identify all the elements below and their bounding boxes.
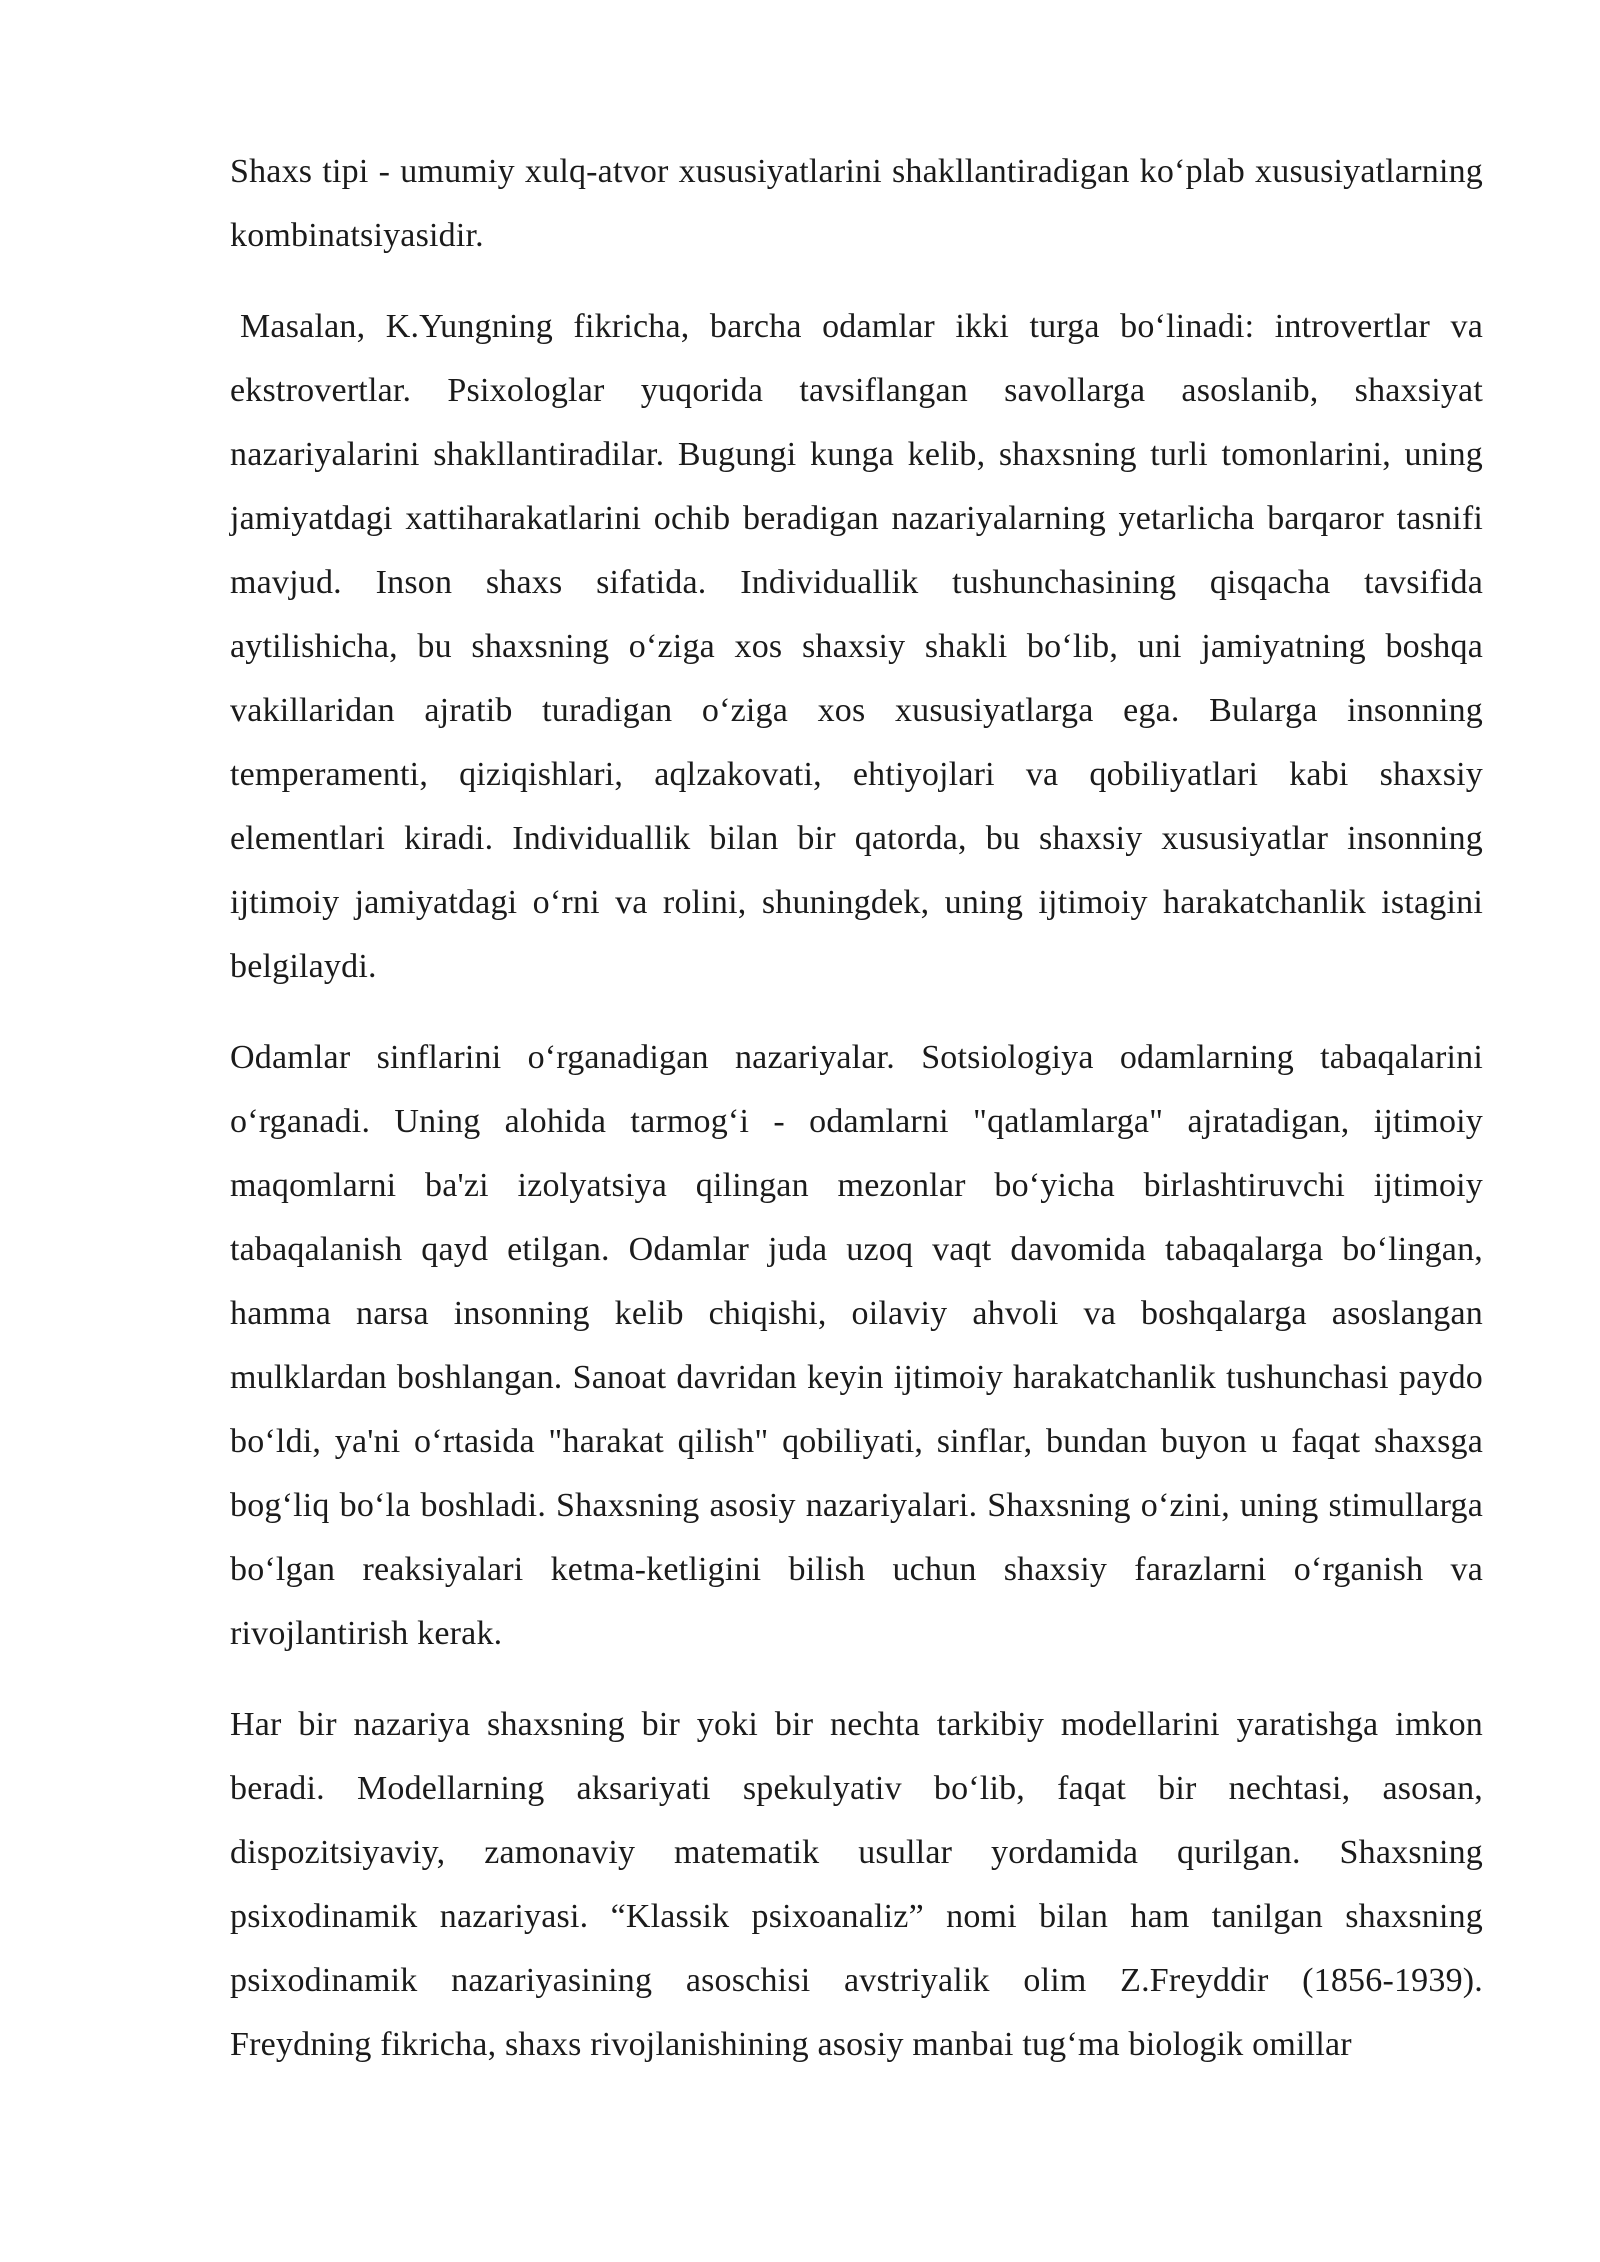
document-text-block (230, 140, 1483, 2077)
paragraph: Masalan, K.Yungning fikricha, barcha odamlar ikki turga bo‘linadi: introvertlar va ekstrovertlar. Psixologlar yuqorida tavsiflangan savollarga asoslanib, shaxsiyat nazariyalarini shakllantiradilar. Bugungi kunga kelib, shaxsning turli tomonlarini, uning jamiyatdagi xattiharakatlarini ochib beradigan nazariyalarning yetarlicha barqaror tasnifi mavjud. Inson shaxs sifatida. Individuallik tushunchasining qisqacha tavsifida aytilishicha, bu shaxsning o‘ziga xos shaxsiy shakli bo‘lib, uni jamiyatning boshqa vakillaridan ajratib turadigan o‘ziga xos xususiyatlarga ega. Bularga insonning temperamenti, qiziqishlari, aqlzakovati, ehtiyojlari va qobiliyatlari kabi shaxsiy elementlari kiradi. Individuallik bilan bir qatorda, bu shaxsiy xususiyatlar insonning ijtimoiy jamiyatdagi o‘rni va rolini, shuningdek, uning ijtimoiy harakatchanlik istagini belgilaydi. (230, 308, 1483, 985)
paragraph: Odamlar sinflarini o‘rganadigan nazariyalar. Sotsiologiya odamlarning tabaqalarini o‘rganadi. Uning alohida tarmog‘i - odamlarni "qatlamlarga" ajratadigan, ijtimoiy maqomlarni ba'zi izolyatsiya qilingan mezonlar bo‘yicha birlashtiruvchi ijtimoiy tabaqalanish qayd etilgan. Odamlar juda uzoq vaqt davomida tabaqalarga bo‘lingan, hamma narsa insonning kelib chiqishi, oilaviy ahvoli va boshqalarga asoslangan mulklardan boshlangan. Sanoat davridan keyin ijtimoiy harakatchanlik tushunchasi paydo bo‘ldi, ya'ni o‘rtasida "harakat qilish" qobiliyati, sinflar, bundan buyon u faqat shaxsga bog‘liq bo‘la boshladi. Shaxsning asosiy nazariyalari. Shaxsning o‘zini, uning stimullarga bo‘lgan reaksiyalari ketma-ketligini bilish uchun shaxsiy farazlarni o‘rganish va rivojlantirish kerak. (230, 1039, 1483, 1652)
paragraph: Shaxs tipi - umumiy xulq-atvor xususiyatlarini shakllantiradigan ko‘plab xususiyatlarning kombinatsiyasidir. (230, 153, 1483, 254)
paragraph: Har bir nazariya shaxsning bir yoki bir nechta tarkibiy modellarini yaratishga imkon beradi. Modellarning aksariyati spekulyativ bo‘lib, faqat bir nechtasi, asosan, dispozitsiyaviy, zamonaviy matematik usullar yordamida qurilgan. Shaxsning psixodinamik nazariyasi. “Klassik psixoanaliz” nomi bilan ham tanilgan shaxsning psixodinamik nazariyasining asoschisi avstriyalik olim Z.Freyddir (1856-1939). Freydning fikricha, shaxs rivojlanishining asosiy manbai tug‘ma biologik omillar (230, 1706, 1483, 2063)
